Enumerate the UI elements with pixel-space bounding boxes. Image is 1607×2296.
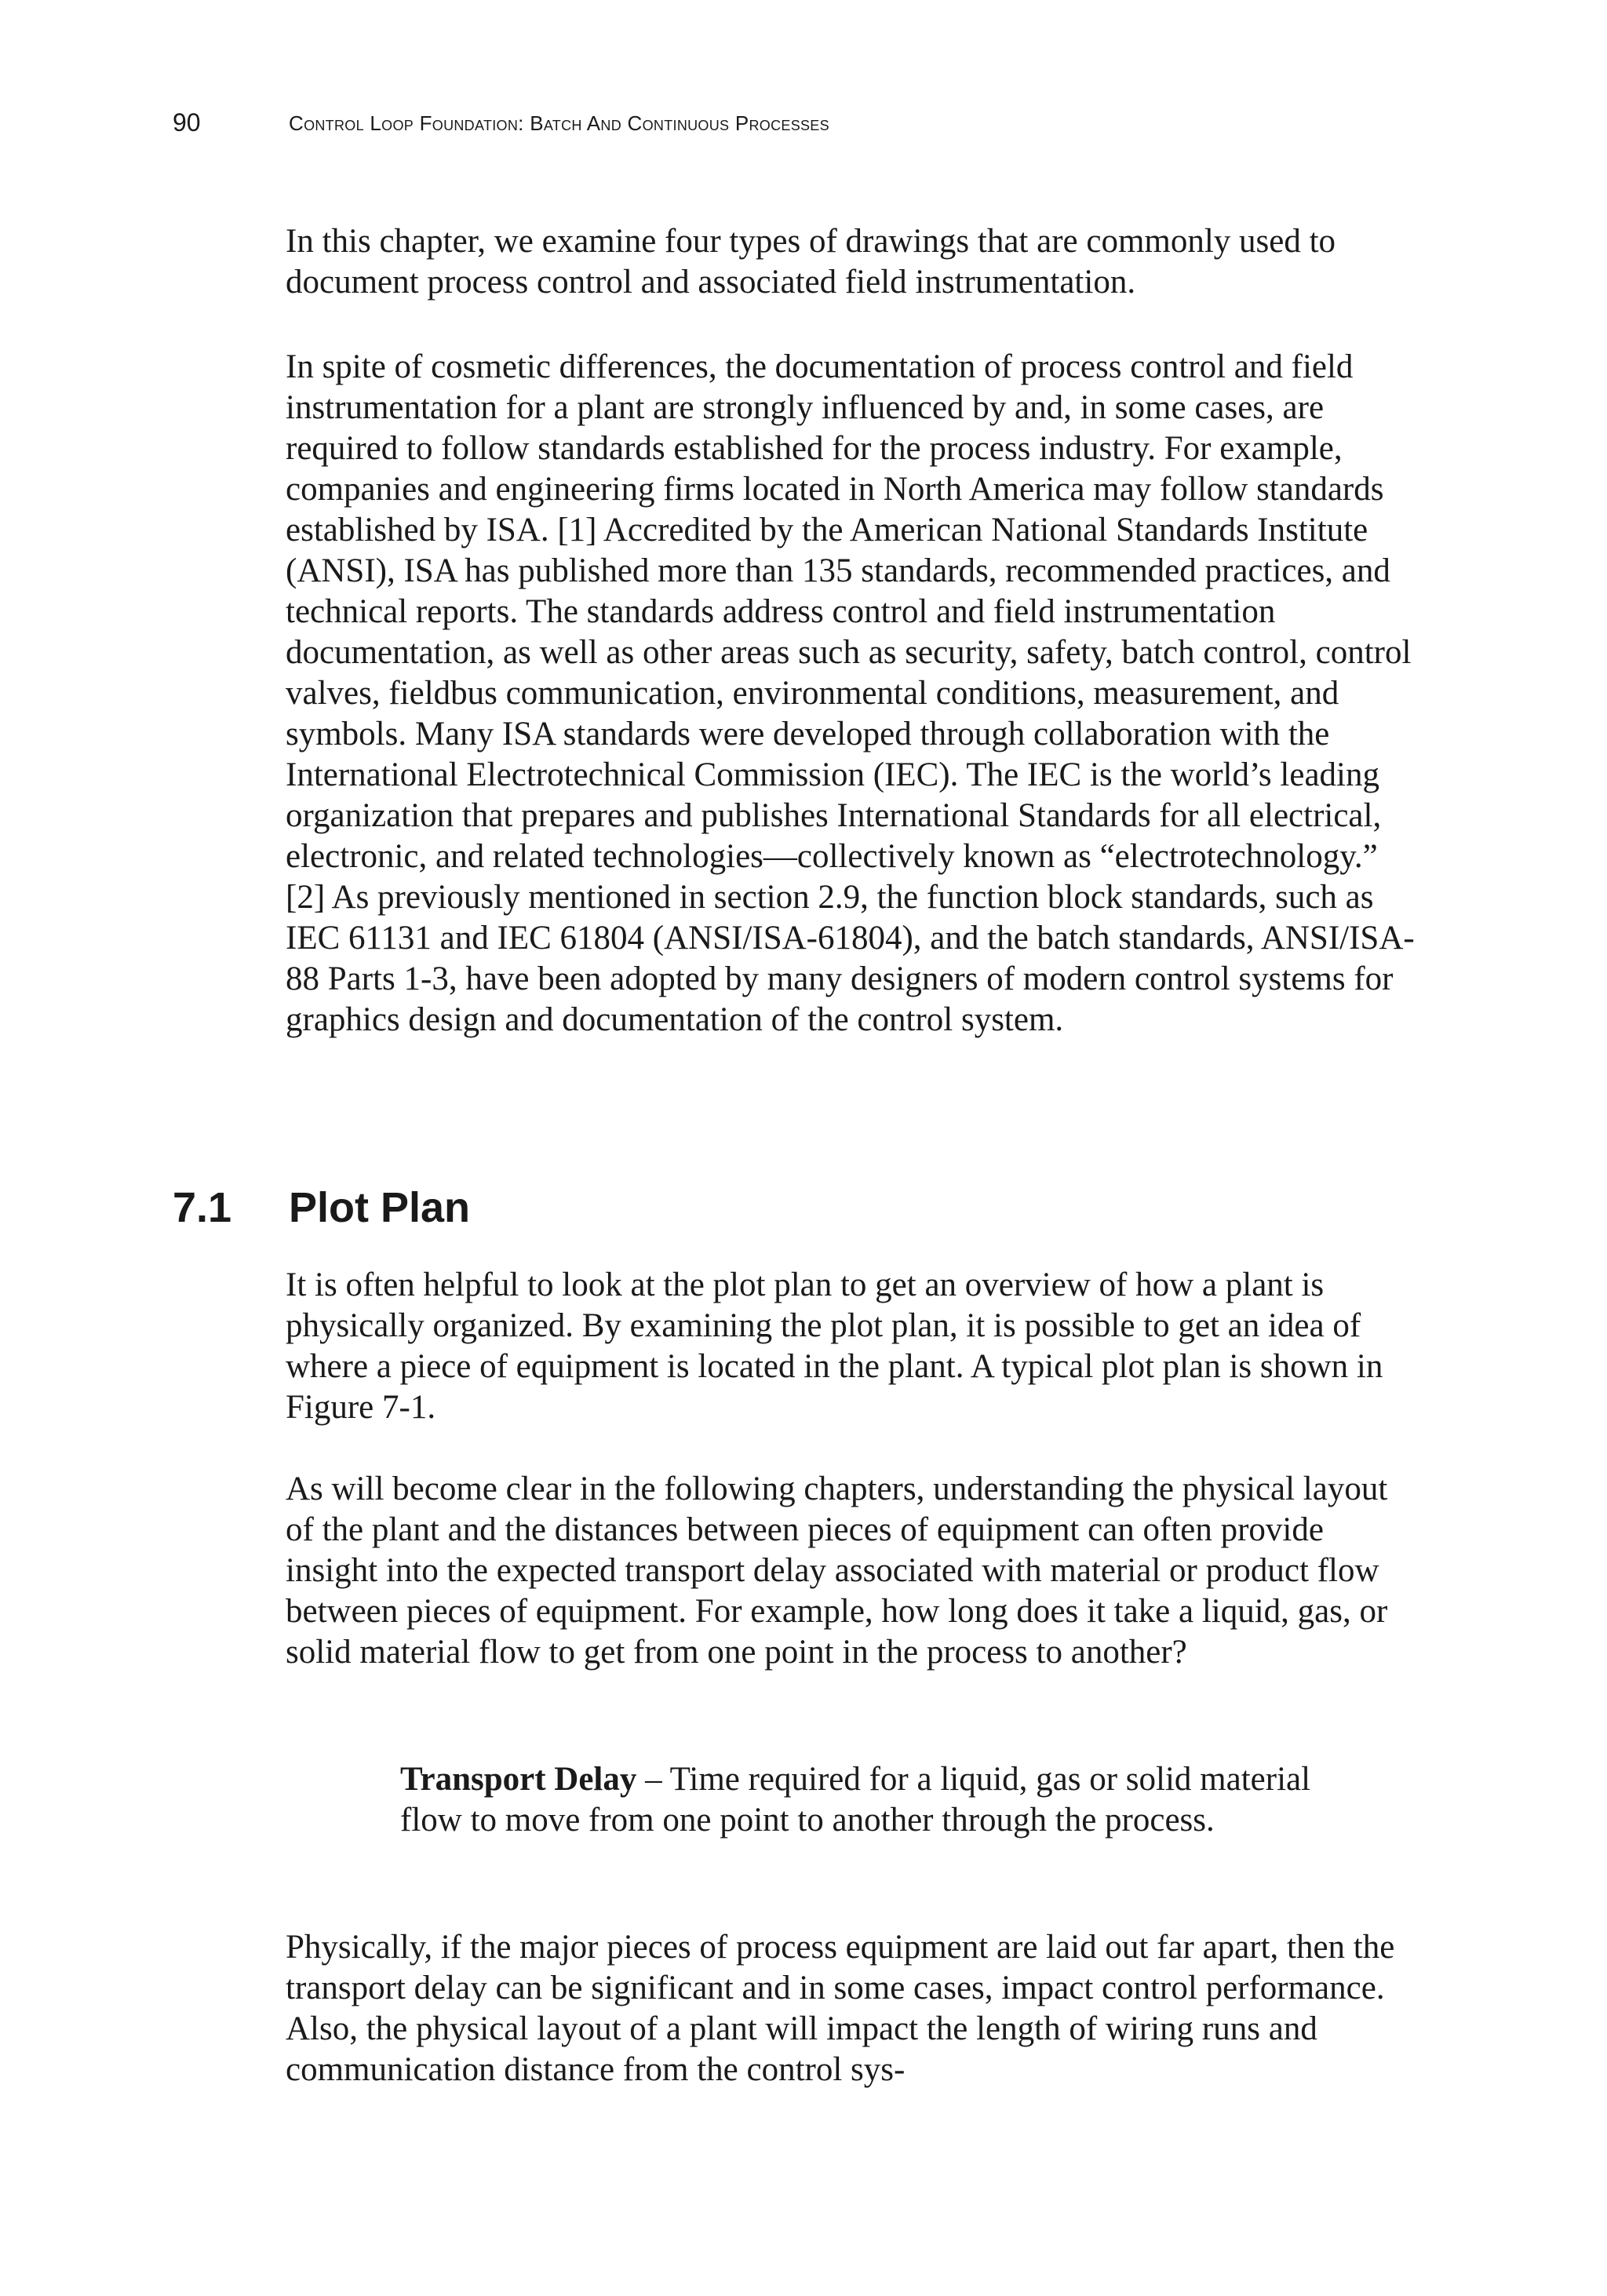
section-title: Plot Plan [289, 1184, 471, 1231]
definition-text: – Time required for a liquid, gas or solid material flow to move from one point to another through the process. [400, 1761, 1311, 1839]
standards-paragraph: In spite of cosmetic differences, the documentation of process control and field instrumentation for a plant are strongly influenced by and, in some cases, are required to follow standards established for the process industry. For example, companies and engineering firms located in North America may follow standards established by ISA. [1] Accredited by the American National Standards Institute (ANSI), ISA has published more than 135 standards, recommended practices, and technical reports. The standards address control and field instrumentation documentation, as well as other areas such as security, safety, batch control, control valves, fieldbus communication, environmental conditions, measurement, and symbols. Many ISA standards were developed through collaboration with the International Electrotechnical Commission (IEC). The IEC is the world’s leading organization that prepares and publishes International Standards for all electrical, electronic, and related technologies—collectively known as “electrotechnology.” [2] As previously mentioned in section 2.9, the function block standards, such as IEC 61131 and IEC 61804 (ANSI/ISA-61804), and the batch standards, ANSI/ISA-88 Parts 1-3, have been adopted by many designers of modern control systems for graphics design and documentation of the control system. [286, 348, 1415, 1038]
page-number: 90 [173, 108, 201, 137]
plot-plan-paragraph: It is often helpful to look at the plot plan to get an overview of how a plant is physically organized. By examining the plot plan, it is possible to get an idea of where a piece of equipment is located in the plant. A typical plot plan is shown in Figure 7-1. [286, 1266, 1383, 1426]
section-heading [173, 1183, 470, 1232]
transport-delay-definition [400, 1759, 1318, 1841]
section-number: 7.1 [173, 1184, 232, 1231]
running-title: Control Loop Foundation: Batch And Continuous Processes [289, 111, 829, 135]
transport-delay-paragraph: Physically, if the major pieces of process equipment are laid out far apart, then the transport delay can be significant and in some cases, impact control performance. Also, the physical layout of a plant will impact the length of wiring runs and communication distance from the control sys- [286, 1929, 1395, 2088]
intro-paragraph: In this chapter, we examine four types of drawings that are commonly used to document process control and associated field instrumentation. [286, 223, 1336, 301]
definition-term: Transport Delay [400, 1761, 637, 1798]
physical-layout-paragraph: As will become clear in the following chapters, understanding the physical layout of the plant and the distances between pieces of equipment can often provide insight into the expected transport delay associated with material or product flow between pieces of equipment. For example, how long does it take a liquid, gas, or solid material flow to get from one point in the process to another? [286, 1471, 1388, 1671]
